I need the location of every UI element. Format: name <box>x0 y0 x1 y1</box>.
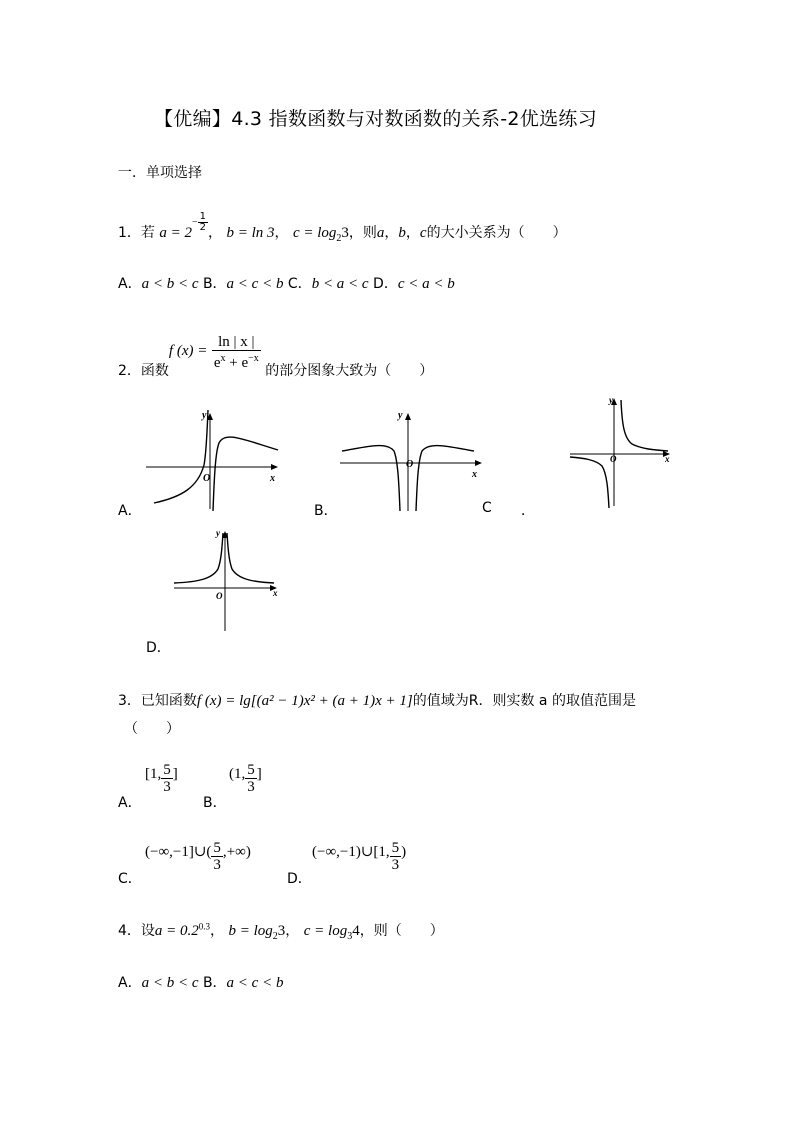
option-b-expr: a < c < b <box>226 276 284 292</box>
question-3-paren: （ ） <box>124 721 180 737</box>
option-b-label[interactable]: B． <box>202 975 227 991</box>
option-d-label[interactable]: D． <box>146 640 171 656</box>
svg-text:O: O <box>216 591 223 601</box>
option-a-label[interactable]: A． <box>118 276 142 292</box>
math-expr: c = log <box>292 225 337 241</box>
option-a-label[interactable]: A． <box>118 503 142 519</box>
question-4: 4．设$a = 0.2^{0.3}$， $b = \log_23$， $c = \log_34$，则（ ） <box>118 921 444 942</box>
option-d-expr: (−∞,−1)∪[1, $\frac{5}{3}$ ) <box>312 840 407 873</box>
option-a-label[interactable]: A． <box>118 795 142 811</box>
option-d-expr: c < a < b <box>397 276 455 292</box>
option-b-label[interactable]: B． <box>314 503 338 519</box>
math-expr: f (x) = lg[(a² − 1)x² + (a + 1)x + 1] <box>196 693 413 709</box>
math-expr: b = ln 3 <box>226 225 275 241</box>
option-d-label[interactable]: D． <box>287 871 312 887</box>
option-b-label[interactable]: B． <box>203 795 227 811</box>
option-b-label[interactable]: B． <box>202 276 227 292</box>
option-c-expr: b < a < c <box>311 276 369 292</box>
math-expr: a = 2 <box>159 225 192 241</box>
option-a-label[interactable]: A． <box>118 975 142 991</box>
svg-text:O: O <box>406 459 414 470</box>
option-b-expr: a < c < b <box>226 975 284 991</box>
svg-text:y: y <box>609 395 613 405</box>
y-axis-label: y <box>202 410 207 421</box>
graph-c <box>566 394 676 514</box>
option-c-expr: (−∞,−1]∪( $\frac{5}{3}$ ,+∞) <box>145 840 251 873</box>
svg-text:x: x <box>273 588 278 598</box>
question-number: 2．函数 <box>118 362 169 379</box>
question-1-options <box>118 273 455 293</box>
question-number: 4．设 <box>118 923 155 939</box>
question-4-options <box>118 972 283 992</box>
svg-text:x: x <box>665 454 670 464</box>
math-exponent: − 1 2 <box>192 210 207 233</box>
option-d-label[interactable]: D． <box>373 276 398 292</box>
graph-b <box>336 405 486 515</box>
option-c-label[interactable]: C． <box>118 871 142 887</box>
svg-text:x: x <box>472 469 477 480</box>
option-c-label[interactable]: C． <box>287 276 312 292</box>
svg-text:O: O <box>610 454 617 464</box>
question-3: 3．已知函数f (x) = lg[(a² − 1)x² + (a + 1)x + 1]的值域为R．则实数 a 的取值范围是 <box>118 693 636 709</box>
math-expr: f (x) = <box>168 342 208 359</box>
option-b-expr: (1, $\frac{5}{3}$ ] <box>229 762 262 795</box>
question-2: 2．函数f (x) = $\frac{\ln | x |}{e^x + e^{-x}}$ 的部分图象大致为（ ） <box>118 334 434 379</box>
x-axis-label: x <box>270 473 275 484</box>
graph-a <box>142 405 282 515</box>
section-heading: 一．单项选择 <box>118 165 202 181</box>
option-a-expr: a < b < c <box>141 276 199 292</box>
math-expr: c = log <box>303 923 348 939</box>
math-expr: a = 0.2 <box>154 923 199 939</box>
option-a-expr: a < b < c <box>141 975 199 991</box>
option-c-label[interactable]: C <box>482 500 492 516</box>
svg-text:y: y <box>216 528 220 538</box>
question-1: 1．若 $a = 2^{- \frac{1}{2}}$ ， b = ln 3， $c = \log_23$，则a，b，c的大小关系为（ ） <box>118 210 567 244</box>
question-text: 若 <box>140 225 155 241</box>
option-c-dot: ． <box>521 503 535 519</box>
math-fraction: $\frac{\ln | x |}{e^x + e^{-x}}$ <box>213 334 259 371</box>
math-expr: b = log <box>228 923 273 939</box>
option-a-expr: [1, $\frac{5}{3}$ ] <box>145 762 178 795</box>
page-title: 【优编】4.3 指数函数与对数函数的关系-2优选练习 <box>154 108 598 130</box>
question-number: 1． <box>118 225 141 241</box>
graph-d <box>170 525 285 635</box>
question-number: 3．已知函数 <box>118 693 197 709</box>
origin-label: O <box>203 473 211 484</box>
svg-text:y: y <box>398 410 403 421</box>
